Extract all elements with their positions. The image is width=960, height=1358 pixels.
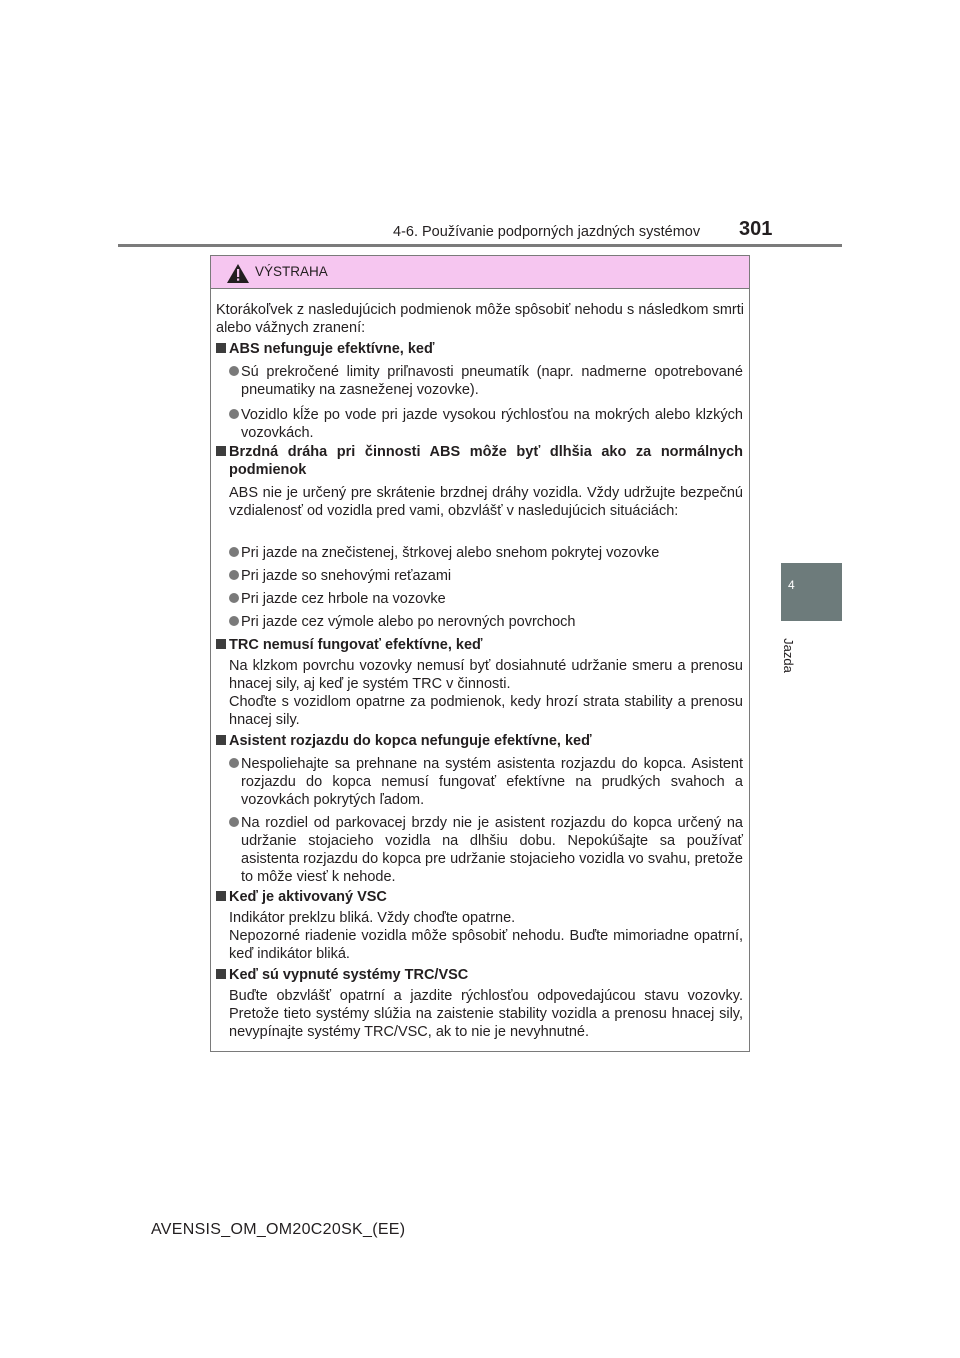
- section-heading: TRC nemusí fungovať efektívne, keď: [229, 637, 483, 653]
- bullet-text: Nespoliehajte sa prehnane na systém asistenta rozjazdu do kopca. Asistent rozjazdu do kopca nemusí fungovať efektívne na prudkých svahoch a vozovkách pokrytých ľadom.: [241, 756, 743, 808]
- header-section-title: 4-6. Používanie podporných jazdných systémov: [393, 224, 701, 240]
- chapter-tab-label: Jazda: [780, 638, 796, 673]
- section-heading: Asistent rozjazdu do kopca nefunguje efektívne, keď: [229, 733, 592, 749]
- round-bullet-icon: [228, 814, 240, 826]
- page-number: 301: [739, 218, 773, 240]
- round-bullet-icon: [228, 590, 240, 602]
- header-divider: [118, 244, 842, 247]
- warning-triangle-icon: [227, 264, 249, 283]
- round-bullet-icon: [228, 567, 240, 579]
- warning-header: [211, 256, 749, 289]
- round-bullet-icon: [228, 406, 240, 418]
- chapter-tab[interactable]: [781, 563, 842, 621]
- square-bullet-icon: [216, 340, 228, 352]
- round-bullet-icon: [228, 755, 240, 767]
- square-bullet-icon: [216, 443, 228, 455]
- warning-title: VÝSTRAHA: [255, 264, 328, 279]
- square-bullet-icon: [216, 966, 228, 978]
- bullet-text: Na rozdiel od parkovacej brzdy nie je asistent rozjazdu do kopca určený na udržanie stojacieho vozidla na dlhšiu dobu. Nepokúšajte sa používať asistenta rozjazdu do kopca pre udržanie stojacieho vozidla vo svahu, pretože to môže viesť k nehode.: [241, 815, 743, 885]
- bullet-text: Pri jazde cez hrbole na vozovke: [241, 591, 446, 607]
- section-text: Na klzkom povrchu vozovky nemusí byť dosiahnuté udržanie smeru a prenosu hnacej sily, aj keď je systém TRC v činnosti.: [229, 658, 743, 692]
- section-text: ABS nie je určený pre skrátenie brzdnej dráhy vozidla. Vždy udržujte bezpečnú vzdialenosť od vozidla pred vami, obzvlášť v nasledujúcich situáciách:: [229, 485, 743, 519]
- bullet-text: Sú prekročené limity priľnavosti pneumatík (napr. nadmerne opotrebované pneumatiky na zasneženej vozovke).: [241, 364, 743, 398]
- section-text: Buďte obzvlášť opatrní a jazdite rýchlosťou odpovedajúcou stavu vozovky. Pretože tieto systémy slúžia na zaistenie stability vozidla a prenosu hnacej sily, nevypínajte systémy TRC/VSC, ak to nie je nevyhnutné.: [229, 988, 743, 1040]
- round-bullet-icon: [228, 544, 240, 556]
- square-bullet-icon: [216, 732, 228, 744]
- warning-box: [210, 255, 750, 1052]
- section-heading: Keď je aktivovaný VSC: [229, 889, 387, 905]
- section-text: Indikátor preklzu bliká. Vždy choďte opatrne.: [229, 910, 516, 926]
- section-heading: Keď sú vypnuté systémy TRC/VSC: [229, 967, 469, 983]
- warning-intro: Ktorákoľvek z nasledujúcich podmienok môže spôsobiť nehodu s následkom smrti alebo vážnych zranení:: [216, 302, 744, 336]
- bullet-text: Vozidlo kĺže po vode pri jazde vysokou rýchlosťou na mokrých alebo klzkých vozovkách.: [241, 407, 743, 441]
- section-text: Nepozorné riadenie vozidla môže spôsobiť nehodu. Buďte mimoriadne opatrní, keď indikátor bliká.: [229, 928, 743, 962]
- section-heading: Brzdná dráha pri činnosti ABS môže byť dlhšia ako za normálnych podmienok: [229, 444, 743, 478]
- document-code: AVENSIS_OM_OM20C20SK_(EE): [151, 1221, 406, 1238]
- bullet-text: Pri jazde so snehovými reťazami: [241, 568, 452, 584]
- round-bullet-icon: [228, 363, 240, 375]
- chapter-tab-number: 4: [788, 578, 795, 592]
- bullet-text: Pri jazde na znečistenej, štrkovej alebo snehom pokrytej vozovke: [241, 545, 660, 561]
- section-heading: ABS nefunguje efektívne, keď: [229, 341, 435, 357]
- bullet-text: Pri jazde cez výmole alebo po nerovných povrchoch: [241, 614, 576, 630]
- square-bullet-icon: [216, 636, 228, 648]
- round-bullet-icon: [228, 613, 240, 625]
- square-bullet-icon: [216, 888, 228, 900]
- section-text: Choďte s vozidlom opatrne za podmienok, kedy hrozí strata stability a prenosu hnacej sily.: [229, 694, 743, 728]
